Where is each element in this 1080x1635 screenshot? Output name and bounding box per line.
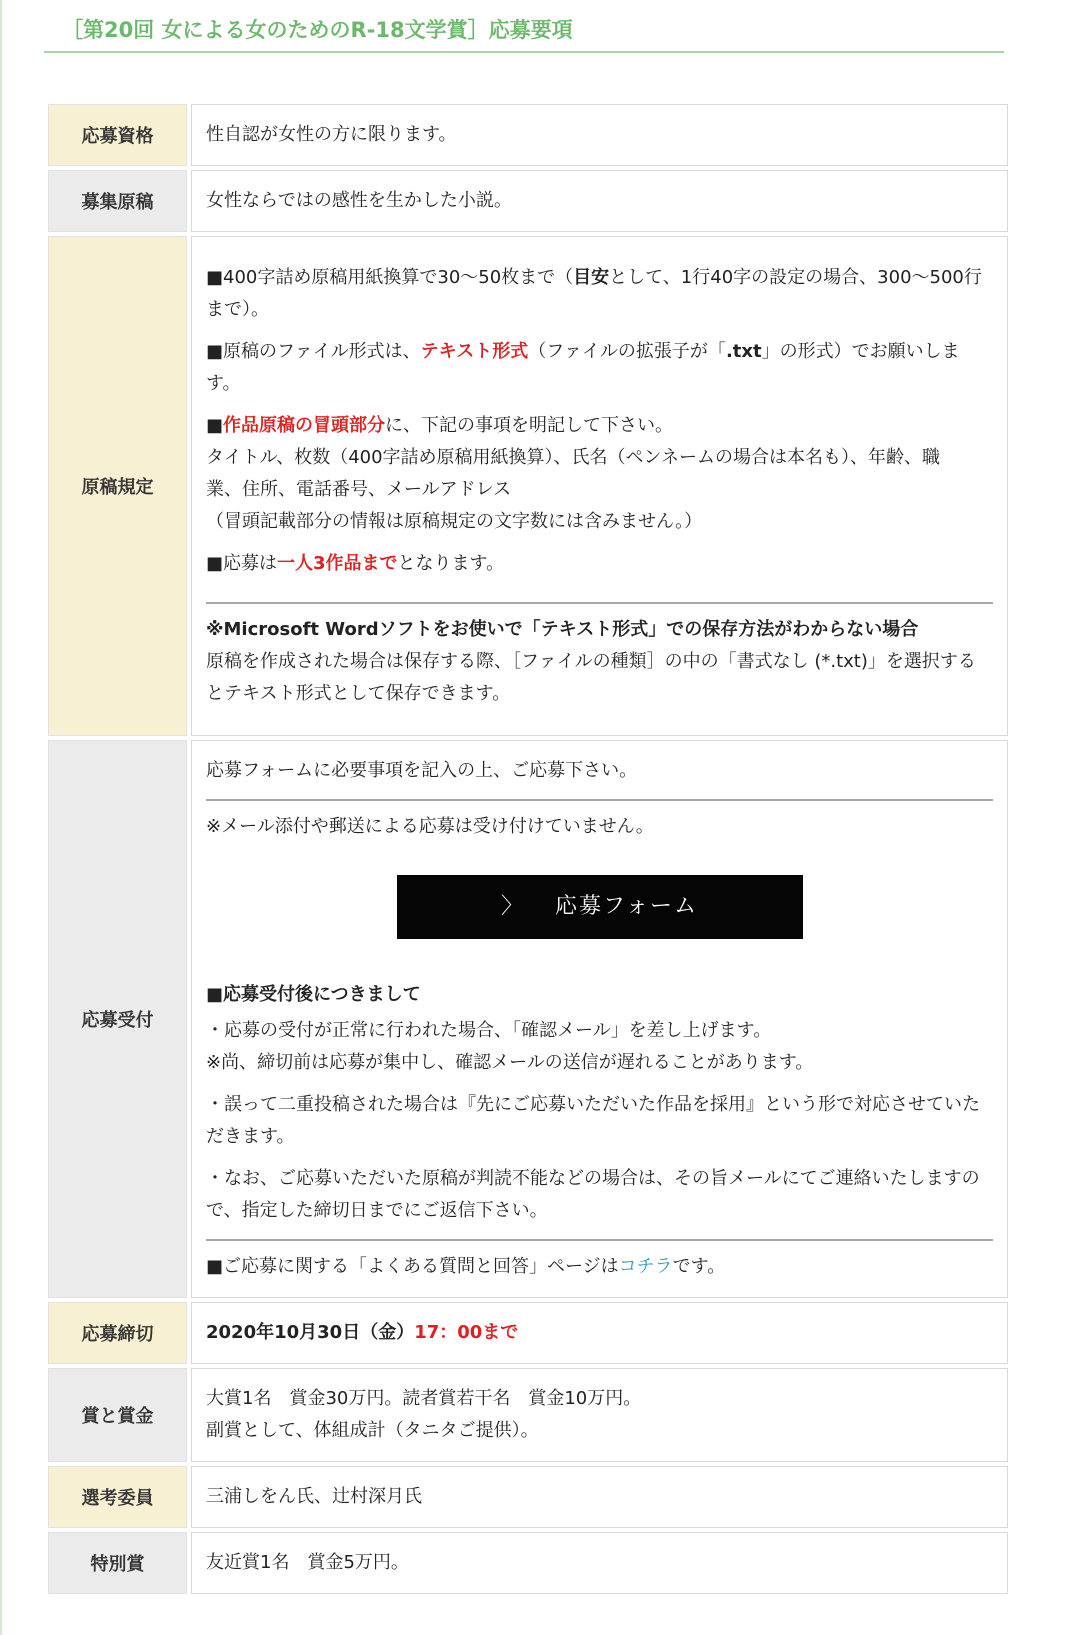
after-submission-heading: ■応募受付後につきまして	[206, 984, 421, 1005]
rules-word-note-body: 原稿を作成された場合は保存する際、［ファイルの種類］の中の「書式なし (*.txt)」を選択するとテキスト形式として保存できます。	[206, 651, 976, 704]
divider	[206, 1239, 993, 1241]
application-form-button[interactable]	[397, 875, 803, 939]
rules-text: （ファイルの拡張子が「	[528, 341, 726, 362]
prizes-line-2: 副賞として、体組成計（タニタご提供）。	[206, 1420, 539, 1441]
row-special	[48, 1532, 1008, 1594]
after-submission-delay: ※尚、締切前は応募が集中し、確認メールの送信が遅れることがあります。	[206, 1052, 814, 1073]
divider	[206, 799, 993, 801]
row-eligibility	[48, 104, 1008, 166]
row-judges	[48, 1466, 1008, 1528]
rules-file-format	[206, 336, 993, 400]
row-prizes	[48, 1368, 1008, 1462]
row-rules	[48, 236, 1008, 736]
rules-word-note-title: ※Microsoft Wordソフトをお使いで「テキスト形式」での保存方法がわからない場合	[206, 619, 919, 640]
rules-emphasis: 目安	[573, 267, 610, 288]
deadline-date: 2020年10月30日（金）	[206, 1322, 415, 1343]
faq-text: ■ご応募に関する「よくある質問と回答」ページは	[206, 1256, 619, 1277]
rules-emphasis: 一人3作品まで	[277, 553, 398, 574]
rules-emphasis: .txt	[725, 341, 762, 362]
rules-text: に、下記の事項を明記して下さい。	[385, 415, 674, 436]
row-deadline	[48, 1302, 1008, 1364]
row-value-prizes	[191, 1368, 1008, 1462]
requirements-table	[44, 100, 1012, 1598]
divider	[206, 602, 993, 604]
row-genre	[48, 170, 1008, 232]
rules-limit	[206, 548, 993, 580]
faq-line	[206, 1251, 993, 1283]
row-label-deadline: 応募締切	[48, 1302, 187, 1364]
after-submission-unreadable: ・なお、ご応募いただいた原稿が判読不能などの場合は、その旨メールにてご連絡いたしますので、指定した締切日までにご返信下さい。	[206, 1168, 980, 1221]
submission-note: ※メール添付や郵送による応募は受け付けていません。	[206, 816, 654, 837]
rules-text: ■	[206, 415, 224, 436]
rules-text: ■原稿のファイル形式は、	[206, 341, 421, 362]
submission-intro: 応募フォームに必要事項を記入の上、ご応募下さい。	[206, 760, 638, 781]
rules-text: となります。	[397, 553, 505, 574]
rules-text: として、1行40字の設定の場合、300〜500行まで）。	[206, 267, 982, 320]
after-submission-confirm: ・応募の受付が正常に行われた場合、「確認メール」を差し上げます。	[206, 1020, 772, 1041]
rules-header-fields: タイトル、枚数（400字詰め原稿用紙換算）、氏名（ペンネームの場合は本名も）、年齢、職業、住所、電話番号、メールアドレス	[206, 447, 941, 500]
row-value-eligibility: 性自認が女性の方に限ります。	[191, 104, 1008, 166]
rules-emphasis: テキスト形式	[420, 341, 529, 362]
row-value-judges: 三浦しをん氏、辻村深月氏	[191, 1466, 1008, 1528]
rules-emphasis: 作品原稿の冒頭部分	[223, 415, 386, 436]
after-submission-duplicate: ・誤って二重投稿された場合は『先にご応募いただいた作品を採用』という形で対応させていただきます。	[206, 1094, 980, 1147]
rules-page-count	[206, 262, 993, 326]
prizes-line-1: 大賞1名 賞金30万円。読者賞若干名 賞金10万円。	[206, 1388, 642, 1409]
deadline-time: 17：00まで	[414, 1322, 519, 1343]
row-label-judges: 選考委員	[48, 1466, 187, 1528]
row-value-special: 友近賞1名 賞金5万円。	[191, 1532, 1008, 1594]
page-title: ［第20回 女による女のためのR-18文学賞］応募要項	[44, 0, 1004, 53]
row-label-special: 特別賞	[48, 1532, 187, 1594]
application-form-button-label: 応募フォーム	[555, 894, 698, 919]
row-label-rules: 原稿規定	[48, 236, 187, 736]
page-container	[44, 0, 1004, 1598]
left-border-line	[0, 0, 2, 1635]
rules-header-note: （冒頭記載部分の情報は原稿規定の文字数には含みません。）	[206, 511, 703, 532]
row-value-rules	[191, 236, 1008, 736]
rules-text: ■400字詰め原稿用紙換算で30〜50枚まで（	[206, 267, 574, 288]
row-label-submission: 応募受付	[48, 740, 187, 1298]
row-value-deadline	[191, 1302, 1008, 1364]
row-label-eligibility: 応募資格	[48, 104, 187, 166]
faq-link[interactable]: コチラ	[618, 1256, 673, 1277]
row-label-genre: 募集原稿	[48, 170, 187, 232]
rules-text: 」の形式）でお願いします。	[206, 341, 960, 394]
row-value-genre: 女性ならではの感性を生かした小説。	[191, 170, 1008, 232]
rules-text: ■応募は	[206, 553, 278, 574]
row-label-prizes: 賞と賞金	[48, 1368, 187, 1462]
row-value-submission	[191, 740, 1008, 1298]
chevron-right-icon: 〉	[501, 894, 526, 919]
row-submission	[48, 740, 1008, 1298]
faq-text: です。	[672, 1256, 726, 1277]
rules-header-info	[206, 410, 993, 442]
